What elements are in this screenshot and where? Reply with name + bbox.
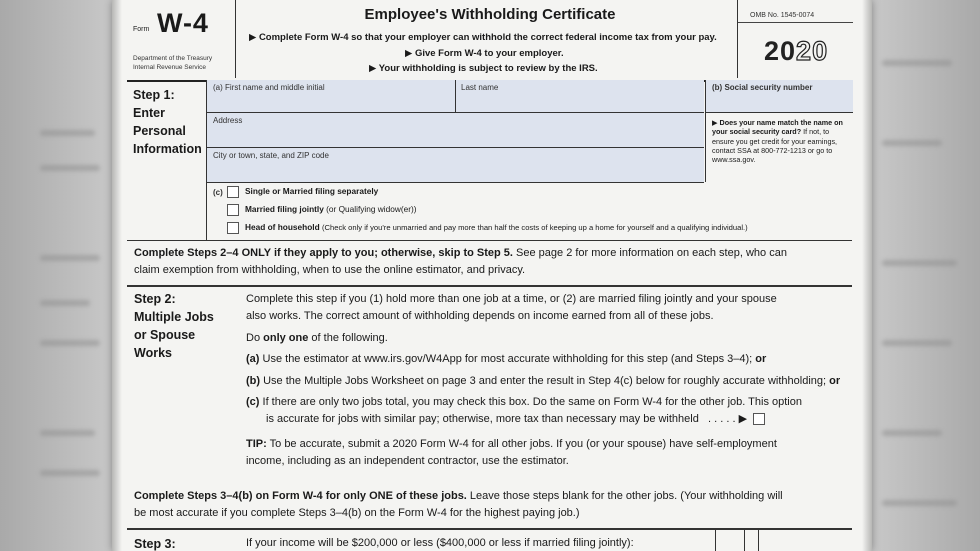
blurred-left-page bbox=[0, 0, 112, 551]
step2-do-only-one: Do only one of the following. bbox=[246, 332, 388, 344]
header-bullet-complete: ▶ Complete Form W-4 so that your employer can withhold the correct federal income tax from your pay. bbox=[249, 32, 717, 43]
ssn-label: (b) Social security number bbox=[712, 83, 813, 92]
tax-year: 2020 bbox=[764, 36, 829, 66]
omb-box bbox=[737, 0, 853, 78]
step2-option-c: (c) If there are only two jobs total, you may check this box. Do the same on Form W-4 for the other job. This option is accurate for jobs with similar pay; otherwise, more tax than necessary may be withheld . . . . . ▶ bbox=[246, 396, 802, 425]
steps34-note: Complete Steps 3–4(b) on Form W-4 for only ONE of these jobs. Leave those steps blank for the other jobs. (Your withholding will be most accurate if you complete Steps 3–4(b) on the Form W-4 for the highest paying job.) bbox=[134, 490, 783, 519]
first-name-label: (a) First name and middle initial bbox=[213, 83, 325, 92]
step2-label: Step 2: Multiple Jobs or Spouse Works bbox=[134, 292, 214, 360]
form-title: Employee's Withholding Certificate bbox=[364, 6, 616, 23]
address-label: Address bbox=[213, 116, 243, 125]
last-name-label: Last name bbox=[461, 83, 499, 92]
form-id-box bbox=[127, 0, 236, 78]
ssn-box bbox=[705, 80, 853, 182]
step3-label: Step 3: bbox=[134, 537, 176, 551]
blurred-right-page bbox=[872, 0, 980, 551]
checkbox[interactable] bbox=[227, 204, 239, 216]
step2-option-b: (b) Use the Multiple Jobs Worksheet on page 3 and enter the result in Step 4(c) below for roughly accurate withholding; or bbox=[246, 375, 841, 387]
header-bullet-review: ▶ Your withholding is subject to review by the IRS. bbox=[369, 63, 598, 74]
form-header bbox=[127, 0, 852, 82]
step2-option-a: (a) Use the estimator at www.irs.gov/W4App for most accurate withholding for this step (and Steps 3–4); or bbox=[246, 353, 767, 365]
checkbox[interactable] bbox=[227, 186, 239, 198]
department-label: Department of the Treasury Internal Revenue Service bbox=[133, 55, 213, 71]
header-bullet-give: ▶ Give Form W-4 to your employer. bbox=[405, 48, 564, 59]
form-label: Form bbox=[133, 26, 150, 33]
w4-form-page bbox=[112, 0, 872, 551]
city-state-zip-label: City or town, state, and ZIP code bbox=[213, 151, 329, 160]
step1-section bbox=[127, 80, 852, 241]
steps-intro: Complete Steps 2–4 ONLY if they apply to you; otherwise, skip to Step 5. See page 2 for more information on each step, who can claim exemption from withholding, when to use the online estimator, and privacy. bbox=[134, 247, 787, 276]
form-number: W-4 bbox=[157, 8, 209, 38]
step2-intro: Complete this step if you (1) hold more than one job at a time, or (2) are married filing jointly and your spouse also works. The correct amount of withholding depends on income earned from all of these jobs. bbox=[246, 293, 777, 322]
filing-status-marker: (c) bbox=[213, 188, 223, 197]
step3-income-line: If your income will be $200,000 or less ($400,000 or less if married filing jointly): bbox=[246, 537, 634, 549]
two-jobs-checkbox[interactable] bbox=[753, 413, 765, 425]
step2-tip: TIP: To be accurate, submit a 2020 Form W-4 for all other jobs. If you (or your spouse) have self-employment income, including as an independent contractor, use the estimator. bbox=[246, 438, 777, 467]
filing-hoh-option[interactable]: Head of household (Check only if you're unmarried and pay more than half the costs of keeping up a home for yourself and a qualifying individual.) bbox=[227, 222, 748, 234]
filing-married-option[interactable]: Married filing jointly (or Qualifying widow(er)) bbox=[227, 204, 417, 216]
checkbox[interactable] bbox=[227, 222, 239, 234]
address-field[interactable] bbox=[207, 113, 704, 148]
omb-number: OMB No. 1545-0074 bbox=[750, 12, 815, 19]
step1-label: Step 1: Enter Personal Information bbox=[133, 88, 202, 156]
ssn-note: ▶ Does your name match the name on your social security card? If not, to ensure you get credit for your earnings, contact SSA at 800-772-1213 or go to www.ssa.gov. bbox=[712, 118, 843, 165]
filing-single-option[interactable]: Single or Married filing separately bbox=[227, 186, 378, 198]
